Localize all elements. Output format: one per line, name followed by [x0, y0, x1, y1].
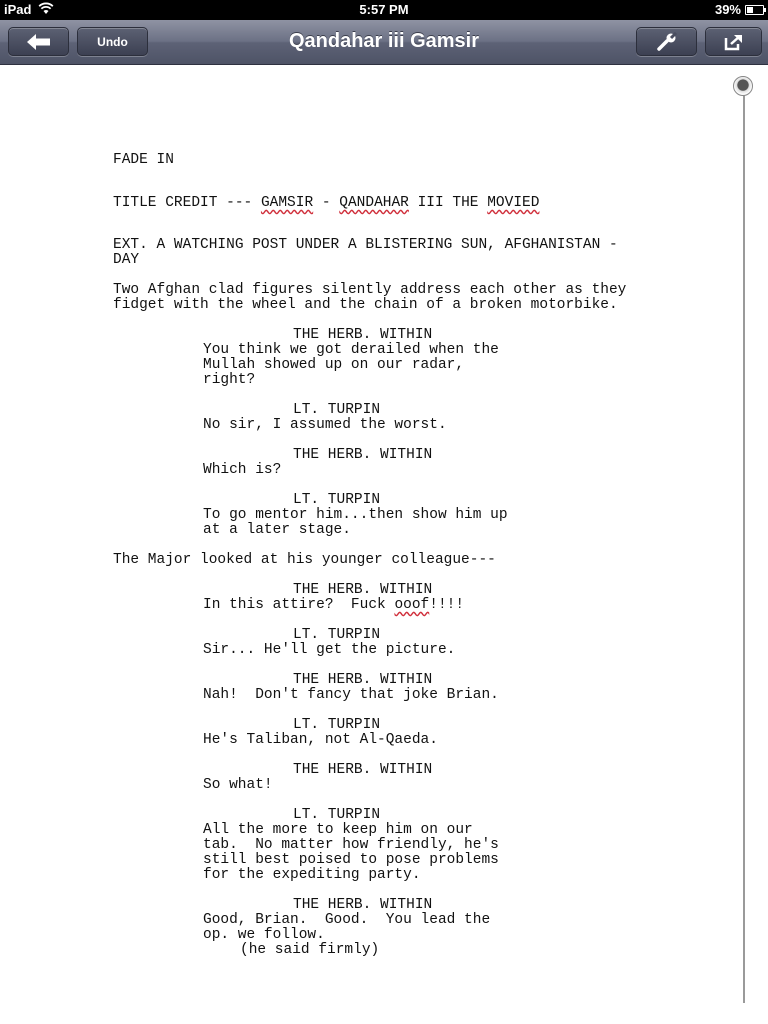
action-line: fidget with the wheel and the chain of a broken motorbike. [113, 297, 618, 313]
dialogue-line: He's Taliban, not Al-Qaeda. [203, 732, 438, 748]
dialogue-line: Which is? [203, 462, 282, 478]
dialogue-line: In this attire? Fuck ooof!!!! [203, 597, 465, 613]
action-line: The Major looked at his younger colleague--- [113, 552, 496, 568]
dialogue-line: Mullah showed up on our radar, [203, 357, 465, 373]
undo-button[interactable]: Undo [77, 27, 148, 56]
dialogue-line: Nah! Don't fancy that joke Brian. [203, 687, 499, 703]
spelling-error[interactable]: MOVIED [487, 195, 540, 211]
character-name: LT. TURPIN [293, 807, 381, 823]
character-name: THE HERB. WITHIN [293, 762, 433, 778]
battery-percentage: 39% [714, 2, 741, 17]
carrier-label: iPad [4, 2, 32, 17]
dialogue-line: All the more to keep him on our [203, 822, 473, 838]
script-page[interactable] [0, 65, 768, 1024]
character-name: LT. TURPIN [293, 492, 381, 508]
page-title: Qandahar iii Gamsir [288, 30, 480, 52]
scene-heading: DAY [113, 252, 140, 268]
dialogue-line: You think we got derailed when the [203, 342, 499, 358]
tools-button[interactable] [636, 27, 697, 56]
status-bar [0, 0, 768, 20]
dialogue-line: at a later stage. [203, 522, 351, 538]
character-name: THE HERB. WITHIN [293, 582, 433, 598]
dialogue-line: No sir, I assumed the worst. [203, 417, 447, 433]
character-name: LT. TURPIN [293, 402, 381, 418]
share-button[interactable] [705, 27, 762, 56]
dialogue-line: tab. No matter how friendly, he's [203, 837, 499, 853]
character-name: THE HERB. WITHIN [293, 327, 433, 343]
clock: 5:57 PM [359, 2, 409, 17]
transition-line: FADE IN [113, 152, 174, 168]
scroll-track[interactable] [743, 95, 745, 1003]
battery-icon [745, 5, 764, 15]
wrench-icon [656, 32, 678, 52]
share-icon [724, 33, 744, 51]
character-name: THE HERB. WITHIN [293, 897, 433, 913]
scene-heading: EXT. A WATCHING POST UNDER A BLISTERING SUN, AFGHANISTAN - [113, 237, 618, 253]
dialogue-line: op. we follow. [203, 927, 325, 943]
dialogue-line: right? [203, 372, 256, 388]
character-name: THE HERB. WITHIN [293, 672, 433, 688]
dialogue-line: Sir... He'll get the picture. [203, 642, 456, 658]
dialogue-line: for the expediting party. [203, 867, 421, 883]
spelling-error[interactable]: GAMSIR [260, 195, 314, 211]
dialogue-line: So what! [203, 777, 273, 793]
dialogue-line: Good, Brian. Good. You lead the [203, 912, 491, 928]
character-name: THE HERB. WITHIN [293, 447, 433, 463]
dialogue-line: still best poised to pose problems [203, 852, 499, 868]
navigation-bar [0, 20, 768, 65]
dialogue-line: To go mentor him...then show him up [203, 507, 508, 523]
character-name: LT. TURPIN [293, 627, 381, 643]
spelling-error[interactable]: QANDAHAR [339, 195, 409, 211]
scroll-handle[interactable] [733, 76, 753, 96]
action-line: Two Afghan clad figures silently address each other as they [113, 282, 627, 298]
spelling-error[interactable]: ooof [394, 597, 430, 613]
title-credit-line: TITLE CREDIT --- GAMSIR - QANDAHAR III THE MOVIED [113, 195, 540, 211]
parenthetical: (he said firmly) [240, 942, 380, 958]
character-name: LT. TURPIN [293, 717, 381, 733]
